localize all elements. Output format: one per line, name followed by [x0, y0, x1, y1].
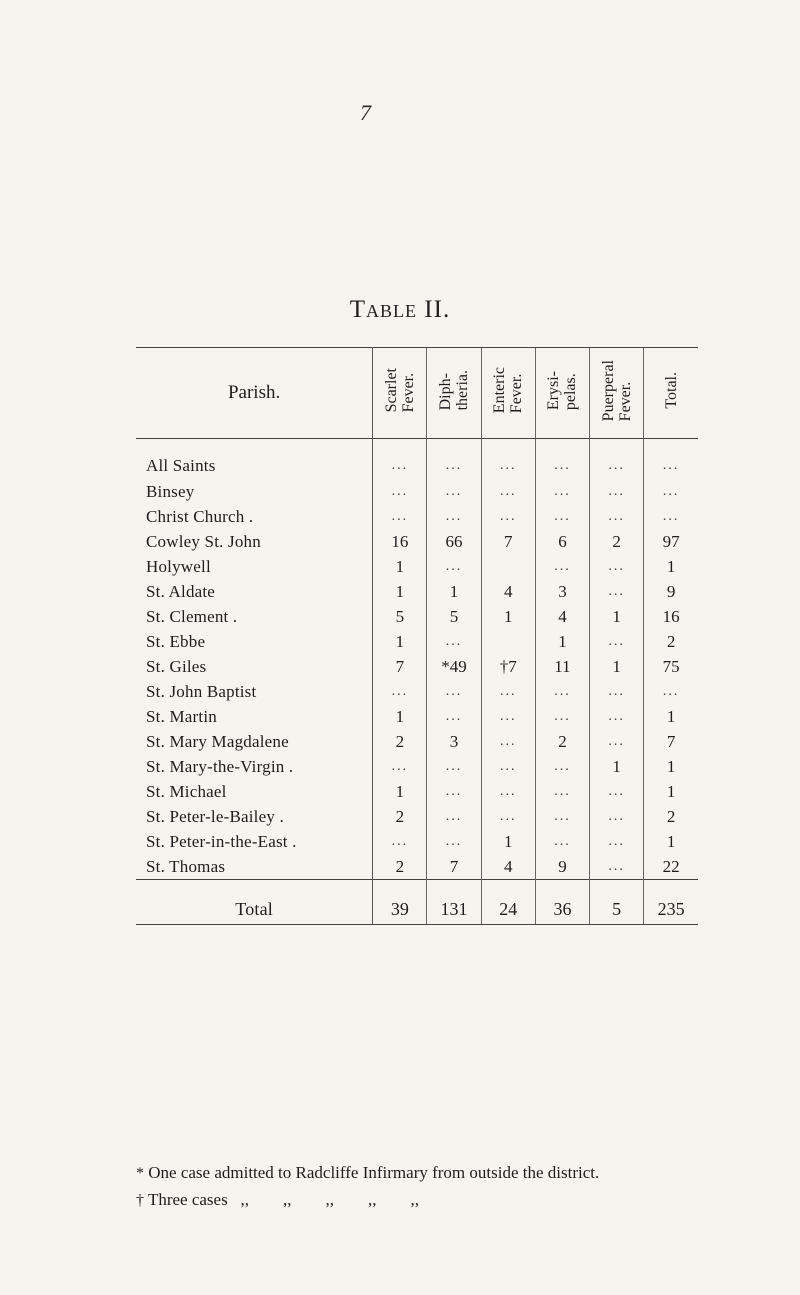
count-cell	[481, 629, 535, 654]
count-cell: †7	[481, 654, 535, 679]
parish-name: St. Mary Magdalene	[136, 729, 373, 754]
count-cell: ...	[427, 779, 481, 804]
page-number: 7	[360, 100, 371, 125]
parish-name: St. Giles	[136, 654, 373, 679]
count-cell: 9	[535, 854, 589, 880]
total-row	[136, 880, 698, 925]
total-cell: 5	[590, 880, 644, 925]
count-cell: 2	[590, 529, 644, 554]
count-cell: ...	[373, 504, 427, 529]
count-cell: ...	[535, 804, 589, 829]
parish-name: St. Michael	[136, 779, 373, 804]
total-header	[644, 348, 698, 439]
count-cell: 16	[373, 529, 427, 554]
count-cell: ...	[535, 504, 589, 529]
parish-name: St. Aldate	[136, 579, 373, 604]
footnote-mark: *	[136, 1165, 144, 1182]
count-cell: 1	[373, 579, 427, 604]
table-row	[136, 629, 698, 654]
diphtheria-header	[427, 348, 481, 439]
count-cell: ...	[481, 779, 535, 804]
count-cell: *49	[427, 654, 481, 679]
count-cell: 1	[373, 704, 427, 729]
footnote-text: Three cases ,, ,, ,, ,, ,,	[147, 1190, 419, 1209]
count-cell: ...	[427, 754, 481, 779]
count-cell: 22	[644, 854, 698, 880]
parish-name: St. Mary-the-Virgin .	[136, 754, 373, 779]
header-label: Total.	[662, 372, 680, 409]
table-title: Table II.	[349, 296, 451, 323]
parish-name: St. Martin	[136, 704, 373, 729]
table-row	[136, 479, 698, 504]
count-cell: 3	[427, 729, 481, 754]
header-label: Enteric Fever.	[491, 367, 526, 414]
count-cell	[481, 554, 535, 579]
header-label: Erysi- pelas.	[545, 370, 580, 411]
parish-column-header: Parish.	[136, 348, 373, 439]
count-cell: ...	[427, 504, 481, 529]
count-cell: ...	[535, 779, 589, 804]
count-cell: 97	[644, 529, 698, 554]
total-cell: 36	[535, 880, 589, 925]
count-cell: ...	[535, 554, 589, 579]
table-row	[136, 439, 698, 480]
count-cell: ...	[644, 504, 698, 529]
count-cell: ...	[590, 629, 644, 654]
count-cell: ...	[590, 829, 644, 854]
table-row	[136, 529, 698, 554]
count-cell: 3	[535, 579, 589, 604]
count-cell: 2	[373, 729, 427, 754]
footnotes	[136, 1160, 756, 1214]
parish-name: St. John Baptist	[136, 679, 373, 704]
count-cell: ...	[590, 439, 644, 480]
parish-name: St. Ebbe	[136, 629, 373, 654]
parish-name: Holywell	[136, 554, 373, 579]
footnote	[136, 1160, 756, 1187]
count-cell: 1	[644, 754, 698, 779]
parish-name: Cowley St. John	[136, 529, 373, 554]
table-row	[136, 654, 698, 679]
count-cell: 5	[427, 604, 481, 629]
count-cell: 7	[373, 654, 427, 679]
count-cell: 1	[644, 704, 698, 729]
count-cell: 6	[535, 529, 589, 554]
scarlet-fever-header	[373, 348, 427, 439]
count-cell: ...	[373, 479, 427, 504]
count-cell: 4	[535, 604, 589, 629]
footnote	[136, 1187, 756, 1214]
total-cell: 235	[644, 880, 698, 925]
count-cell: ...	[590, 479, 644, 504]
count-cell: ...	[644, 439, 698, 480]
count-cell: ...	[590, 679, 644, 704]
table-row	[136, 829, 698, 854]
table-row	[136, 704, 698, 729]
count-cell: 2	[644, 804, 698, 829]
count-cell: ...	[427, 554, 481, 579]
total-cell: 131	[427, 880, 481, 925]
total-cell: 24	[481, 880, 535, 925]
count-cell: 4	[481, 579, 535, 604]
table-row	[136, 779, 698, 804]
count-cell: 1	[644, 779, 698, 804]
count-cell: 7	[481, 529, 535, 554]
count-cell: 2	[644, 629, 698, 654]
count-cell: 7	[644, 729, 698, 754]
disease-table-container	[136, 347, 698, 925]
count-cell: 11	[535, 654, 589, 679]
count-cell: ...	[481, 804, 535, 829]
count-cell: ...	[481, 504, 535, 529]
count-cell: 9	[644, 579, 698, 604]
count-cell: ...	[427, 439, 481, 480]
count-cell: ...	[481, 479, 535, 504]
count-cell: ...	[590, 504, 644, 529]
count-cell: ...	[535, 679, 589, 704]
count-cell: ...	[427, 479, 481, 504]
table-row	[136, 679, 698, 704]
count-cell: 66	[427, 529, 481, 554]
count-cell: ...	[427, 629, 481, 654]
count-cell: 5	[373, 604, 427, 629]
parish-name: St. Thomas	[136, 854, 373, 880]
header-label: Puerperal Fever.	[599, 359, 634, 422]
count-cell: ...	[481, 729, 535, 754]
parish-name: St. Peter-le-Bailey .	[136, 804, 373, 829]
count-cell: 16	[644, 604, 698, 629]
table-body	[136, 439, 698, 925]
count-cell: ...	[427, 829, 481, 854]
count-cell: ...	[535, 704, 589, 729]
parish-name: St. Clement .	[136, 604, 373, 629]
count-cell: ...	[590, 779, 644, 804]
count-cell: 1	[644, 554, 698, 579]
count-cell: ...	[535, 439, 589, 480]
count-cell: ...	[535, 479, 589, 504]
count-cell: ...	[590, 704, 644, 729]
count-cell: ...	[590, 554, 644, 579]
parish-name: Christ Church .	[136, 504, 373, 529]
count-cell: 1	[590, 654, 644, 679]
count-cell: ...	[590, 854, 644, 880]
count-cell: ...	[373, 754, 427, 779]
count-cell: ...	[427, 679, 481, 704]
count-cell: 1	[373, 779, 427, 804]
count-cell: 1	[427, 579, 481, 604]
count-cell: 2	[373, 804, 427, 829]
enteric-fever-header	[481, 348, 535, 439]
header-label: Diph- theria.	[437, 370, 472, 411]
disease-cases-table	[136, 347, 698, 925]
count-cell: ...	[644, 679, 698, 704]
count-cell: 2	[535, 729, 589, 754]
table-row	[136, 554, 698, 579]
footnote-text: One case admitted to Radcliffe Infirmary from outside the district.	[148, 1163, 600, 1182]
footnote-mark: †	[136, 1192, 144, 1209]
count-cell: ...	[590, 579, 644, 604]
count-cell: 1	[590, 604, 644, 629]
count-cell: ...	[427, 704, 481, 729]
table-row	[136, 604, 698, 629]
parish-name: All Saints	[136, 439, 373, 480]
count-cell: ...	[373, 679, 427, 704]
count-cell: 1	[590, 754, 644, 779]
count-cell: 1	[535, 629, 589, 654]
table-row	[136, 754, 698, 779]
count-cell: 75	[644, 654, 698, 679]
parish-name: Binsey	[136, 479, 373, 504]
count-cell: ...	[427, 804, 481, 829]
count-cell: ...	[590, 804, 644, 829]
total-cell: 39	[373, 880, 427, 925]
erysipelas-header	[535, 348, 589, 439]
count-cell: ...	[535, 829, 589, 854]
count-cell: ...	[373, 439, 427, 480]
count-cell: 2	[373, 854, 427, 880]
table-row	[136, 504, 698, 529]
count-cell: 1	[481, 829, 535, 854]
count-cell: 1	[644, 829, 698, 854]
count-cell: ...	[590, 729, 644, 754]
count-cell: 1	[373, 554, 427, 579]
total-label: Total	[136, 880, 373, 925]
puerperal-fever-header	[590, 348, 644, 439]
count-cell: ...	[644, 479, 698, 504]
header-row	[136, 348, 698, 439]
count-cell: ...	[373, 829, 427, 854]
count-cell: 7	[427, 854, 481, 880]
count-cell: ...	[481, 439, 535, 480]
count-cell: ...	[535, 754, 589, 779]
count-cell: 4	[481, 854, 535, 880]
count-cell: ...	[481, 754, 535, 779]
header-label: Scarlet Fever.	[382, 368, 417, 413]
table-row	[136, 854, 698, 880]
count-cell: ...	[481, 679, 535, 704]
count-cell: 1	[481, 604, 535, 629]
count-cell: ...	[481, 704, 535, 729]
table-row	[136, 729, 698, 754]
parish-name: St. Peter-in-the-East .	[136, 829, 373, 854]
table-row	[136, 579, 698, 604]
count-cell: 1	[373, 629, 427, 654]
table-row	[136, 804, 698, 829]
